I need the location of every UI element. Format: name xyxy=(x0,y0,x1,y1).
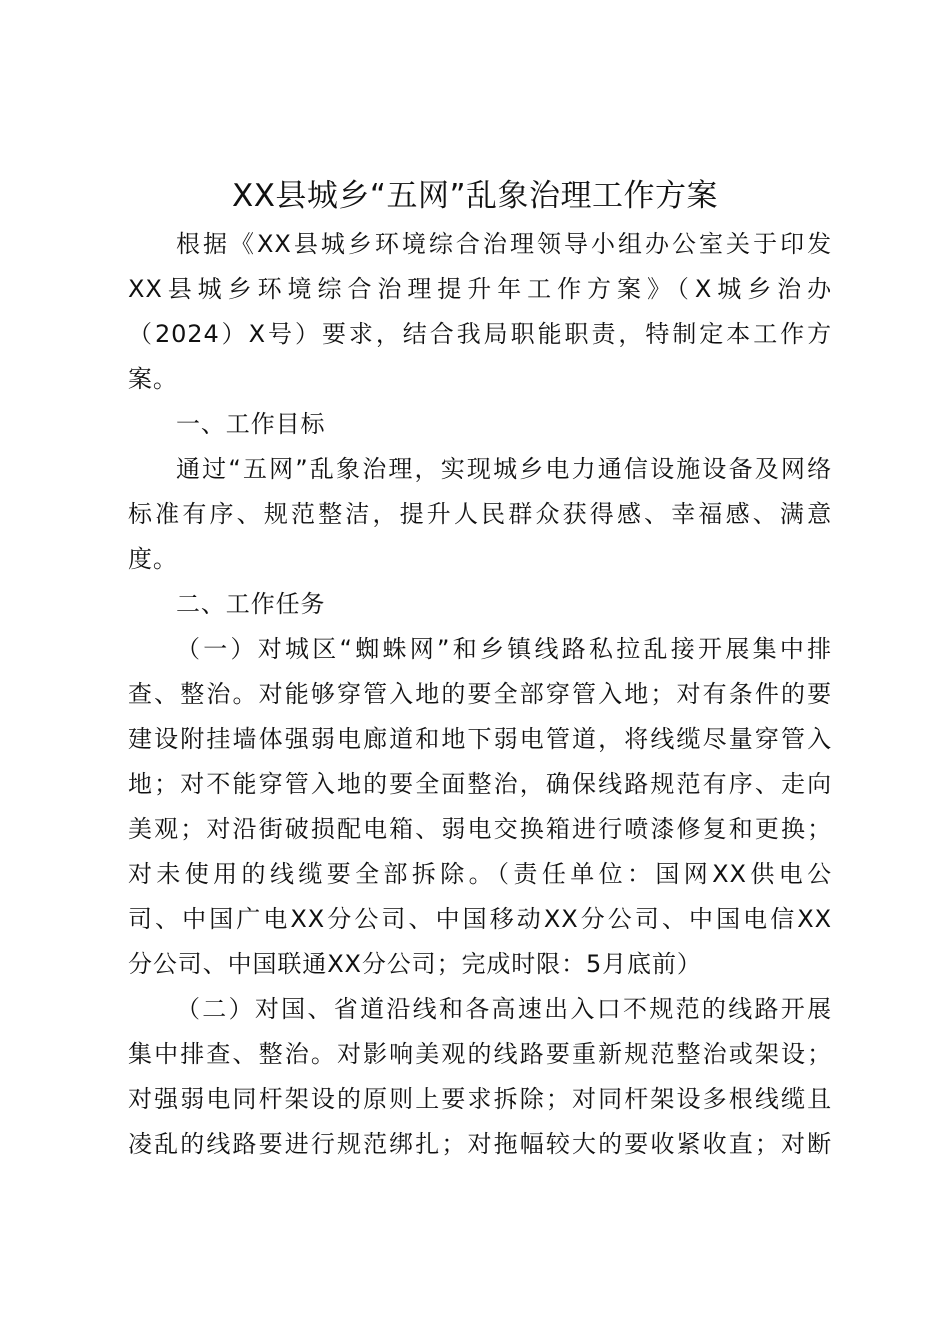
text-line: 司、中国广电XX分公司、中国移动XX分公司、中国电信XX xyxy=(128,905,832,933)
section-heading: 一、工作目标 xyxy=(176,410,326,438)
paragraph-task-2 xyxy=(128,987,832,1167)
text-line: 案。 xyxy=(128,365,178,393)
text-line: （一）对城区“蜘蛛网”和乡镇线路私拉乱接开展集中排 xyxy=(176,635,832,663)
text-line: 度。 xyxy=(128,545,178,573)
paragraph-intro xyxy=(128,222,832,402)
text-line: 通过“五网”乱象治理，实现城乡电力通信设施设备及网络 xyxy=(176,455,832,483)
section-heading-tasks xyxy=(128,582,832,627)
paragraph-task-1 xyxy=(128,627,832,987)
text-line: 标准有序、规范整洁，提升人民群众获得感、幸福感、满意 xyxy=(128,500,832,528)
text-line: 对未使用的线缆要全部拆除。（责任单位：国网XX供电公 xyxy=(128,860,832,888)
text-line: 集中排查、整治。对影响美观的线路要重新规范整治或架设； xyxy=(128,1040,832,1068)
text-line: 根据《XX县城乡环境综合治理领导小组办公室关于印发 xyxy=(176,230,832,258)
text-line: 分公司、中国联通XX分公司；完成时限：5月底前） xyxy=(128,950,702,978)
text-line: 美观；对沿街破损配电箱、弱电交换箱进行喷漆修复和更换； xyxy=(128,815,832,843)
document-body xyxy=(128,222,832,1167)
text-line: （二）对国、省道沿线和各高速出入口不规范的线路开展 xyxy=(176,995,832,1023)
text-line: XX县城乡环境综合治理提升年工作方案》（X城乡治办 xyxy=(128,275,832,303)
section-heading: 二、工作任务 xyxy=(176,590,326,618)
text-line: 查、整治。对能够穿管入地的要全部穿管入地；对有条件的要 xyxy=(128,680,832,708)
text-line: 建设附挂墙体强弱电廊道和地下弱电管道，将线缆尽量穿管入 xyxy=(128,725,832,753)
paragraph-goals xyxy=(128,447,832,582)
document-title: XX县城乡“五网”乱象治理工作方案 xyxy=(231,178,719,214)
text-line: 对强弱电同杆架设的原则上要求拆除；对同杆架设多根线缆且 xyxy=(128,1085,832,1113)
text-line: 地；对不能穿管入地的要全面整治，确保线路规范有序、走向 xyxy=(128,770,832,798)
text-line: （2024）X号）要求，结合我局职能职责，特制定本工作方 xyxy=(128,320,832,348)
text-line: 凌乱的线路要进行规范绑扎；对拖幅较大的要收紧收直；对断 xyxy=(128,1130,832,1158)
section-heading-goals xyxy=(128,402,832,447)
